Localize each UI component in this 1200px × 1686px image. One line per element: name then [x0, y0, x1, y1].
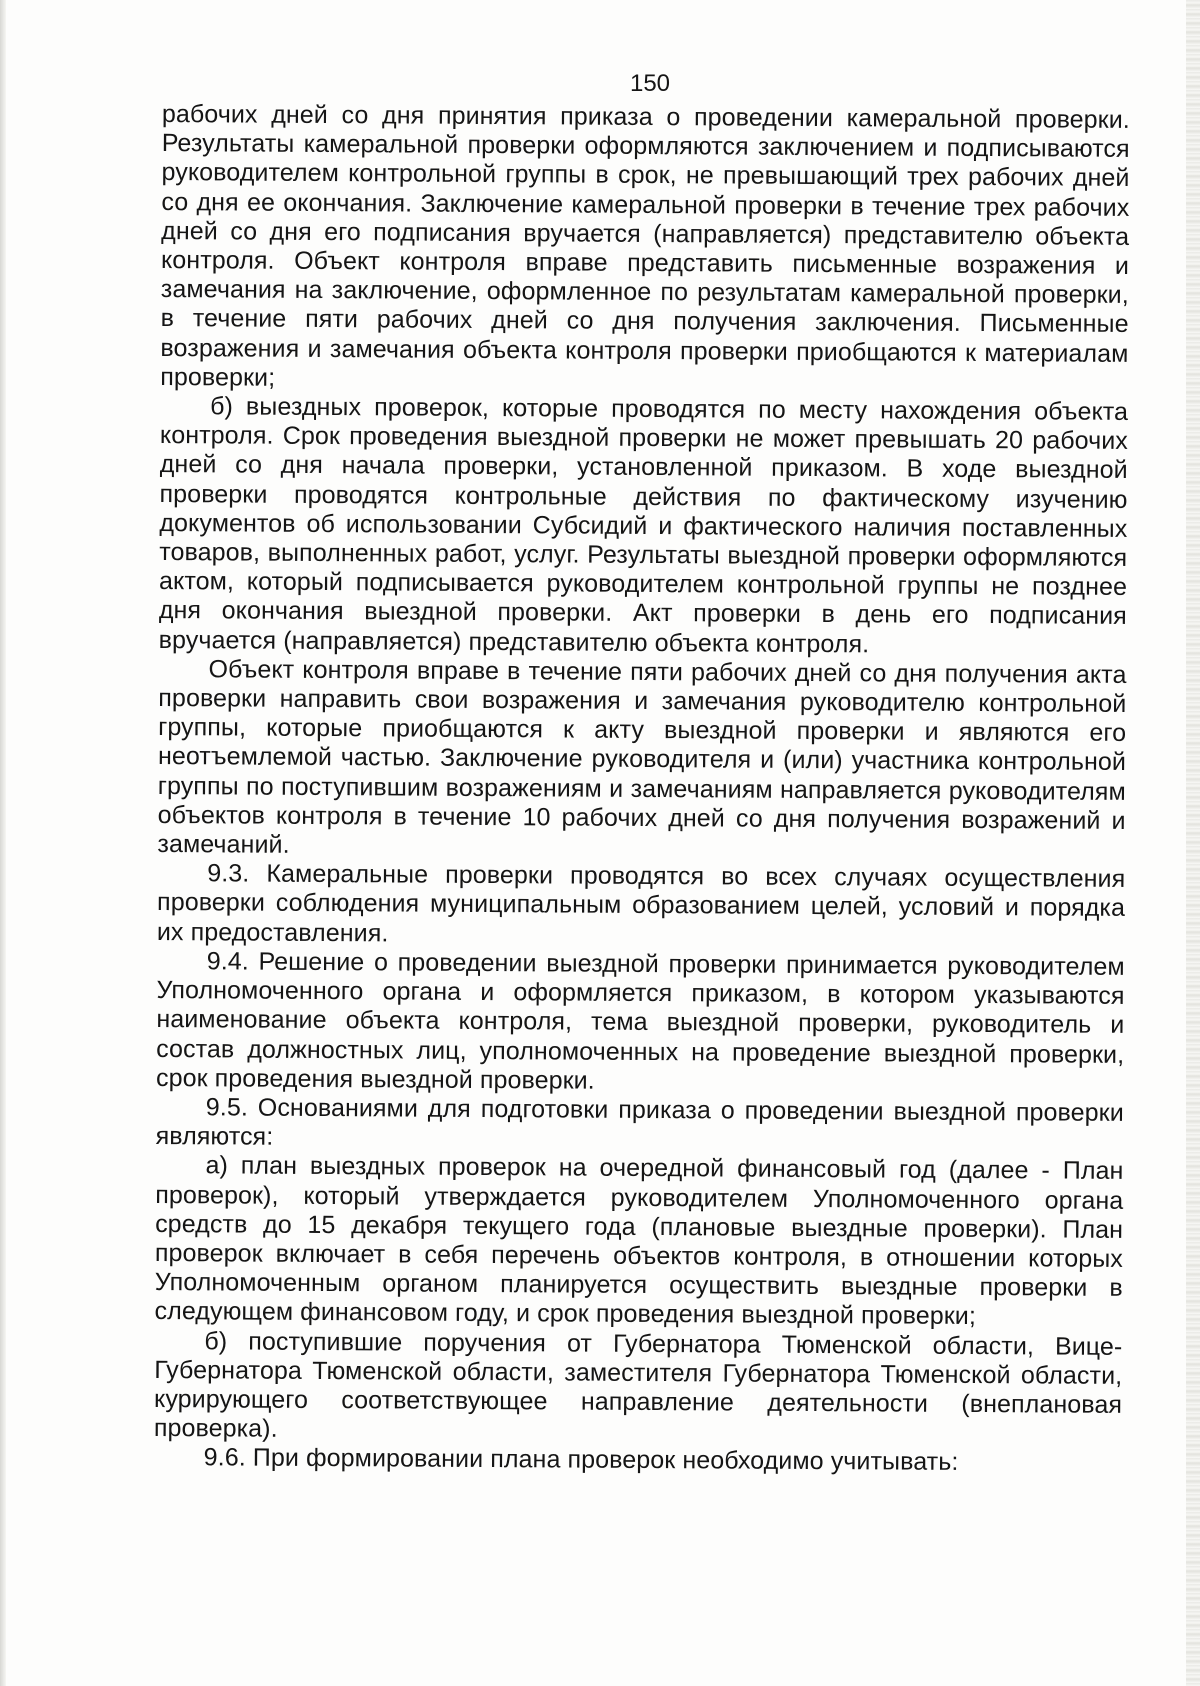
paragraph-objections: Объект контроля вправе в течение пяти рабочих дней со дня получения акта проверки направить свои возражения и замечания руководителю контрольной группы, которые приобщаются к акту выездной проверки и являются его неотъемлемой частью. Заключение руководителя и (или) участника контрольной группы по поступившим возражениям и замечаниям направляется руководителям объектов контроля в течение 10 рабочих дней со дня получения возражений и замечаний.: [157, 655, 1127, 859]
scan-edge-right: [1186, 0, 1200, 1686]
page-number: 150: [629, 70, 671, 97]
scan-edge-left: [0, 0, 6, 1686]
paragraph-b-field-checks: б) выездных проверок, которые проводятся по месту нахождения объекта контроля. Срок проведения выездной проверки не может превышать 20 рабочих дней со дня начала проверки, установленной приказом. В ходе выездной проверки проводятся контрольные действия по фактическому изучению документов об использовании Субсидий и фактического наличия поставленных товаров, выполненных работ, услуг. Результаты выездной проверки оформляются актом, который подписывается руководителем контрольной группы не позднее дня окончания выездной проверки. Акт проверки в день его подписания вручается (направляется) представителю объекта контроля.: [158, 392, 1129, 658]
paragraph-9-4: 9.4. Решение о проведении выездной проверки принимается руководителем Уполномоченного органа и оформляется приказом, в котором указываются наименование объекта контроля, тема выездной проверки, руководитель и состав должностных лиц, уполномоченных на проведение выездной проверки, срок проведения выездной проверки.: [155, 947, 1125, 1095]
document-body: [154, 100, 1130, 1478]
paragraph-9-3: 9.3. Камеральные проверки проводятся во всех случаях осуществления проверки соблюдения муниципальным образованием целей, условий и порядка их предоставления.: [156, 859, 1126, 948]
paragraph-9-6: 9.6. При формировании плана проверок необходимо учитывать:: [203, 1443, 959, 1477]
paragraph-a-plan: а) план выездных проверок на очередной финансовый год (далее - План проверок), который утверждается руководителем Уполномоченного органа средств до 15 декабря текущего года (плановые выездные проверки). План проверок включает в себя перечень объектов контроля, в отношении которых Уполномоченным органом планируется осуществить выездные проверки в следующем финансовом году, и срок проведения выездной проверки;: [154, 1151, 1124, 1331]
paragraph-continuation: рабочих дней со дня принятия приказа о проведении камеральной проверки. Результаты камеральной проверки оформляются заключением и подписываются руководителем контрольной группы в срок, не превышающий трех рабочих дней со дня ее окончания. Заключение камеральной проверки в течение трех рабочих дней со дня его подписания вручается (направляется) представителю объекта контроля. Объект контроля вправе представить письменные возражения и замечания на заключение, оформленное по результатам камеральной проверки, в течение пяти рабочих дней со дня получения заключения. Письменные возражения и замечания объекта контроля проверки приобщаются к материалам проверки;: [160, 100, 1130, 392]
paragraph-b-instructions: б) поступившие поручения от Губернатора Тюменской области, Вице-Губернатора Тюменской области, заместителя Губернатора Тюменской области, курирующего соответствующее направление деятельности (внеплановая проверка).: [153, 1326, 1123, 1443]
paragraph-9-5: 9.5. Основаниями для подготовки приказа о проведении выездной проверки являются:: [155, 1093, 1124, 1151]
